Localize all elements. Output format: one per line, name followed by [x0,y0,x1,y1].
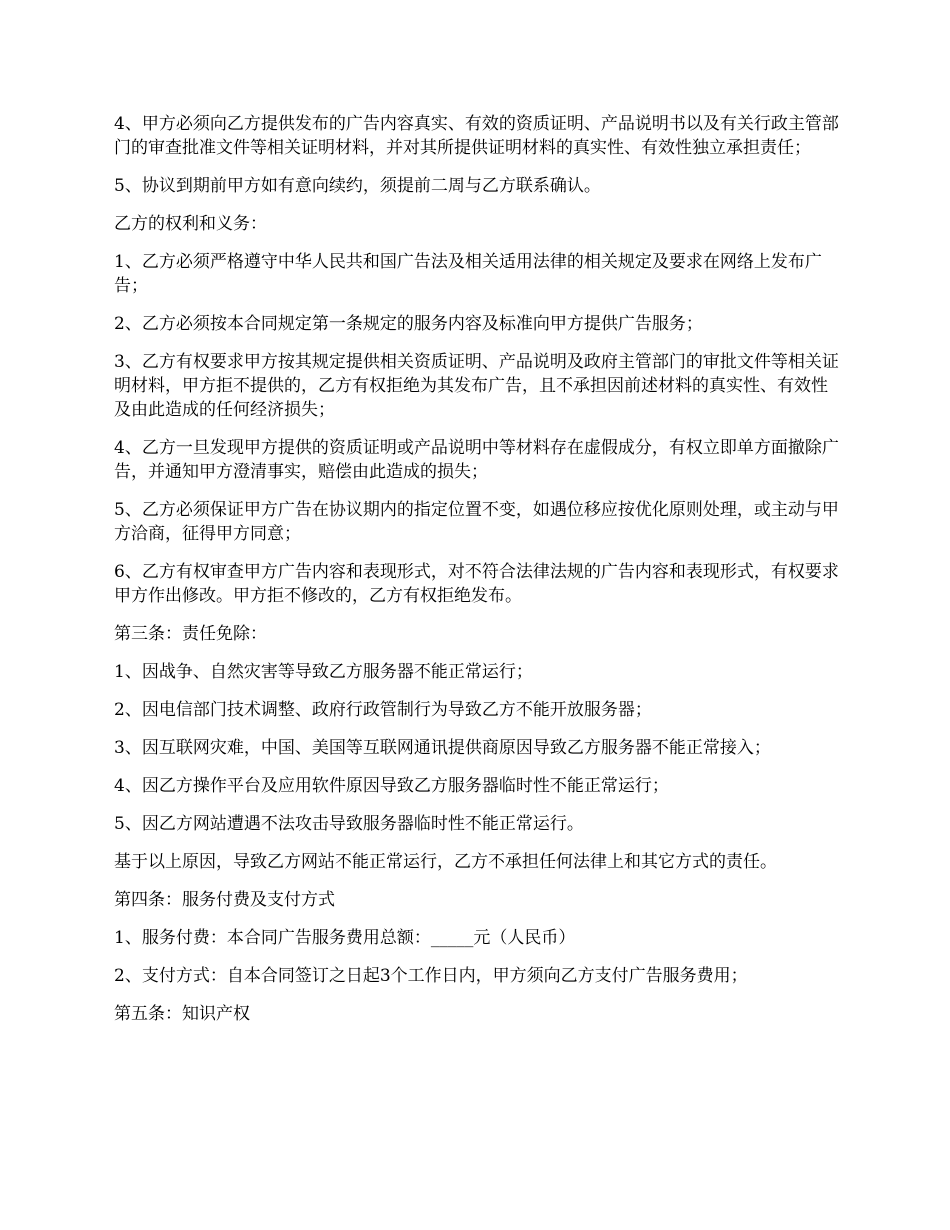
section-heading-article-5: 第五条：知识产权 [114,1004,250,1024]
clause-exemption-2: 2、因电信部门技术调整、政府行政管制行为导致乙方不能开放服务器； [114,700,652,720]
document-body [114,112,844,1040]
clause-party-a-4: 4、甲方必须向乙方提供发布的广告内容真实、有效的资质证明、产品说明书以及有关行政主管部门的审查批准文件等相关证明材料，并对其所提供证明材料的真实性、有效性独立承担责任； [114,114,839,158]
clause-party-b-3: 3、乙方有权要求甲方按其规定提供相关资质证明、产品说明及政府主管部门的审批文件等相关证明材料，甲方拒不提供的，乙方有权拒绝为其发布广告，且不承担因前述材料的真实性、有效性及由此造成的任何经济损失； [114,352,839,420]
section-heading-article-3: 第三条：责任免除： [114,624,267,644]
clause-exemption-5: 5、因乙方网站遭遇不法攻击导致服务器临时性不能正常运行。 [114,814,584,834]
clause-party-a-5: 5、协议到期前甲方如有意向续约，须提前二周与乙方联系确认。 [114,176,601,196]
clause-payment-2: 2、支付方式：自本合同签订之日起3个工作日内，甲方须向乙方支付广告服务费用； [114,966,748,986]
clause-exemption-3: 3、因互联网灾难，中国、美国等互联网通讯提供商原因导致乙方服务器不能正常接入； [114,738,771,758]
clause-payment-1: 1、服务付费：本合同广告服务费用总额：_____元（人民币） [114,928,576,948]
clause-party-b-4: 4、乙方一旦发现甲方提供的资质证明或产品说明中等材料存在虚假成分，有权立即单方面撤除广告，并通知甲方澄清事实，赔偿由此造成的损失； [114,438,839,482]
section-heading-party-b-rights: 乙方的权利和义务： [114,214,267,234]
clause-party-b-5: 5、乙方必须保证甲方广告在协议期内的指定位置不变，如遇位移应按优化原则处理，或主动与甲方洽商，征得甲方同意； [114,500,839,544]
clause-party-b-1: 1、乙方必须严格遵守中华人民共和国广告法及相关适用法律的相关规定及要求在网络上发布广告； [114,252,822,296]
clause-party-b-2: 2、乙方必须按本合同规定第一条规定的服务内容及标准向甲方提供广告服务； [114,314,703,334]
clause-party-b-6: 6、乙方有权审查甲方广告内容和表现形式，对不符合法律法规的广告内容和表现形式，有权要求甲方作出修改。甲方拒不修改的，乙方有权拒绝发布。 [114,562,839,606]
exemption-summary: 基于以上原因，导致乙方网站不能正常运行，乙方不承担任何法律上和其它方式的责任。 [114,852,777,872]
clause-exemption-1: 1、因战争、自然灾害等导致乙方服务器不能正常运行； [114,662,533,682]
section-heading-article-4: 第四条：服务付费及支付方式 [114,890,335,910]
clause-exemption-4: 4、因乙方操作平台及应用软件原因导致乙方服务器临时性不能正常运行； [114,776,669,796]
